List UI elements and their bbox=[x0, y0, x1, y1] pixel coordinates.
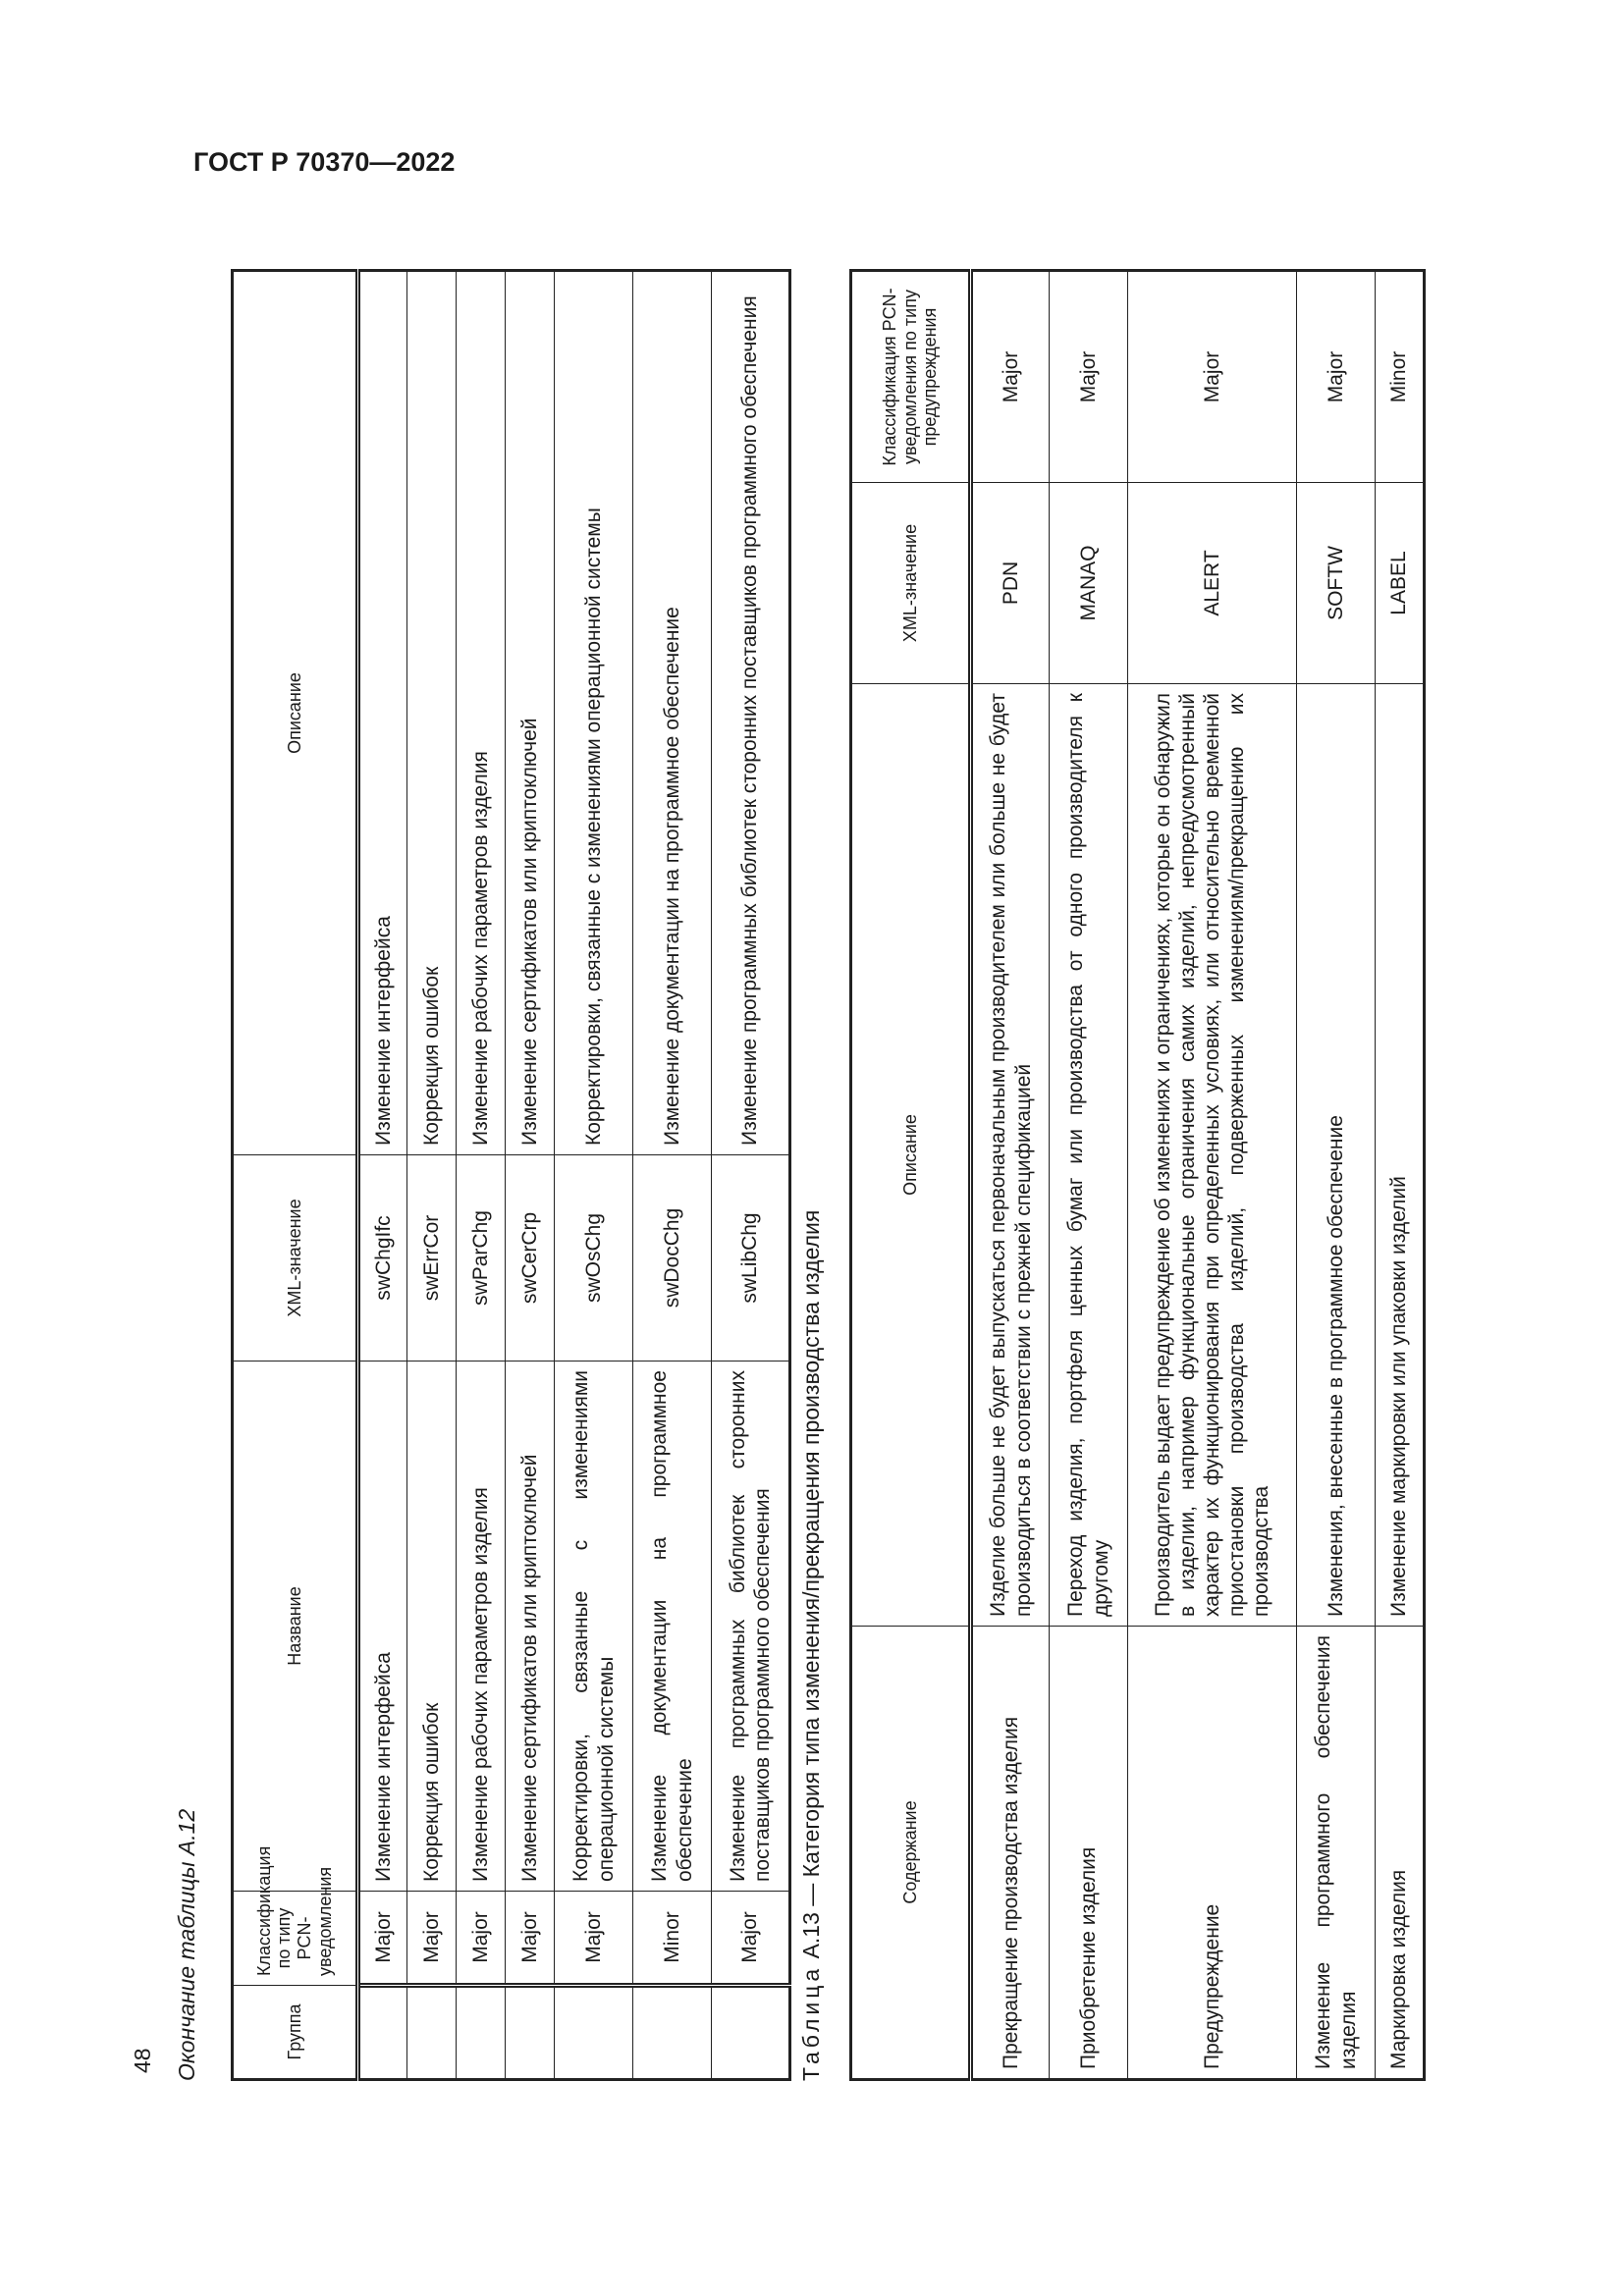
column-header: Описание bbox=[233, 271, 358, 1155]
desc-cell: Изделие больше не будет выпускаться первоначальным производителем или больше не будет производиться в соответствии с прежней спецификацией bbox=[971, 684, 1050, 1627]
column-header: XML-значение bbox=[233, 1155, 358, 1362]
xml-cell: swParChg bbox=[457, 1155, 506, 1362]
rotated-content bbox=[130, 236, 1450, 2081]
table-row bbox=[712, 271, 790, 2080]
xml-cell: ALERT bbox=[1128, 483, 1297, 684]
xml-cell: swLibChg bbox=[712, 1155, 790, 1362]
column-header: Описание bbox=[851, 684, 971, 1627]
desc-cell: Изменение документации на программное обеспечение bbox=[633, 271, 712, 1155]
name-cell: Изменение интерфейса bbox=[358, 1362, 407, 1892]
desc-cell: Корректировки, связанные с изменениями операционной системы bbox=[555, 271, 633, 1155]
table-row bbox=[1376, 271, 1425, 2080]
caption-prefix: Таблица bbox=[798, 1964, 824, 2081]
table-a12-caption: Окончание таблицы А.12 bbox=[174, 1808, 199, 2081]
group-cell bbox=[457, 1986, 506, 2080]
xml-cell: MANAQ bbox=[1050, 483, 1128, 684]
group-cell bbox=[712, 1986, 790, 2080]
content-cell: Предупреждение bbox=[1128, 1627, 1297, 2080]
standard-header: ГОСТ Р 70370—2022 bbox=[193, 147, 456, 177]
column-header: Группа bbox=[233, 1986, 358, 2080]
xml-cell: PDN bbox=[971, 483, 1050, 684]
xml-cell: swErrCor bbox=[407, 1155, 457, 1362]
desc-cell: Изменение рабочих параметров изделия bbox=[457, 271, 506, 1155]
class-cell: Minor bbox=[1376, 271, 1425, 483]
table-row bbox=[457, 271, 506, 2080]
group-cell bbox=[555, 1986, 633, 2080]
content-cell: Изменение программного обеспечения изделия bbox=[1297, 1627, 1376, 2080]
table-a13 bbox=[849, 269, 1426, 2081]
name-cell: Коррекция ошибок bbox=[407, 1362, 457, 1892]
column-header: Классификация PCN-уведомления по типу предупреждения bbox=[851, 271, 971, 483]
table-row bbox=[506, 271, 555, 2080]
table-row bbox=[1128, 271, 1297, 2080]
table-a12 bbox=[231, 269, 791, 2081]
xml-cell: swChgIfc bbox=[358, 1155, 407, 1362]
xml-cell: swDocChg bbox=[633, 1155, 712, 1362]
table-row bbox=[971, 271, 1050, 2080]
name-cell: Изменение рабочих параметров изделия bbox=[457, 1362, 506, 1892]
desc-cell: Переход изделия, портфеля ценных бумаг или производства от одного производителя к другому bbox=[1050, 684, 1128, 1627]
class-cell: Major bbox=[971, 271, 1050, 483]
xml-cell: swCerCrp bbox=[506, 1155, 555, 1362]
name-cell: Корректировки, связанные с изменениями операционной системы bbox=[555, 1362, 633, 1892]
class-cell: Major bbox=[1050, 271, 1128, 483]
column-header: XML-значение bbox=[851, 483, 971, 684]
content-cell: Прекращение производства изделия bbox=[971, 1627, 1050, 2080]
desc-cell: Изменение сертификатов или криптоключей bbox=[506, 271, 555, 1155]
class-cell: Minor bbox=[633, 1892, 712, 1986]
xml-cell: swOsChg bbox=[555, 1155, 633, 1362]
caption-rest: А.13 — Категория типа изменения/прекращения производства изделия bbox=[798, 1209, 824, 1965]
name-cell: Изменение документации на программное обеспечение bbox=[633, 1362, 712, 1892]
table-row bbox=[633, 271, 712, 2080]
class-cell: Major bbox=[358, 1892, 407, 1986]
column-header: Название bbox=[233, 1362, 358, 1892]
group-cell bbox=[407, 1986, 457, 2080]
column-header: Содержание bbox=[851, 1627, 971, 2080]
table-row bbox=[358, 271, 407, 2080]
table-a13-caption bbox=[798, 1210, 825, 2081]
page-number: 48 bbox=[130, 2048, 155, 2073]
desc-cell: Производитель выдает предупреждение об изменениях и ограничениях, которые он обнаружил в изделии, например функциональные ограничения самих изделий, непредусмотренный характер их функционирования при определенных условиях, или относительно временной приостановки производства изделий, подверженных изменениям/прекращению их производства bbox=[1128, 684, 1297, 1627]
column-header: Классификация по типу PCN-уведомления bbox=[233, 1892, 358, 1986]
content-cell: Приобретение изделия bbox=[1050, 1627, 1128, 2080]
name-cell: Изменение программных библиотек сторонних поставщиков программного обеспечения bbox=[712, 1362, 790, 1892]
content-cell: Маркировка изделия bbox=[1376, 1627, 1425, 2080]
group-cell bbox=[633, 1986, 712, 2080]
xml-cell: LABEL bbox=[1376, 483, 1425, 684]
desc-cell: Коррекция ошибок bbox=[407, 271, 457, 1155]
table-row bbox=[1050, 271, 1128, 2080]
xml-cell: SOFTW bbox=[1297, 483, 1376, 684]
name-cell: Изменение сертификатов или криптоключей bbox=[506, 1362, 555, 1892]
desc-cell: Изменение маркировки или упаковки изделий bbox=[1376, 684, 1425, 1627]
table-row bbox=[555, 271, 633, 2080]
class-cell: Major bbox=[1128, 271, 1297, 483]
group-cell bbox=[506, 1986, 555, 2080]
class-cell: Major bbox=[457, 1892, 506, 1986]
desc-cell: Изменение интерфейса bbox=[358, 271, 407, 1155]
class-cell: Major bbox=[712, 1892, 790, 1986]
class-cell: Major bbox=[555, 1892, 633, 1986]
class-cell: Major bbox=[407, 1892, 457, 1986]
group-cell bbox=[358, 1986, 407, 2080]
class-cell: Major bbox=[506, 1892, 555, 1986]
desc-cell: Изменения, внесенные в программное обеспечение bbox=[1297, 684, 1376, 1627]
table-row bbox=[407, 271, 457, 2080]
desc-cell: Изменение программных библиотек сторонних поставщиков программного обеспечения bbox=[712, 271, 790, 1155]
table-row bbox=[1297, 271, 1376, 2080]
class-cell: Major bbox=[1297, 271, 1376, 483]
